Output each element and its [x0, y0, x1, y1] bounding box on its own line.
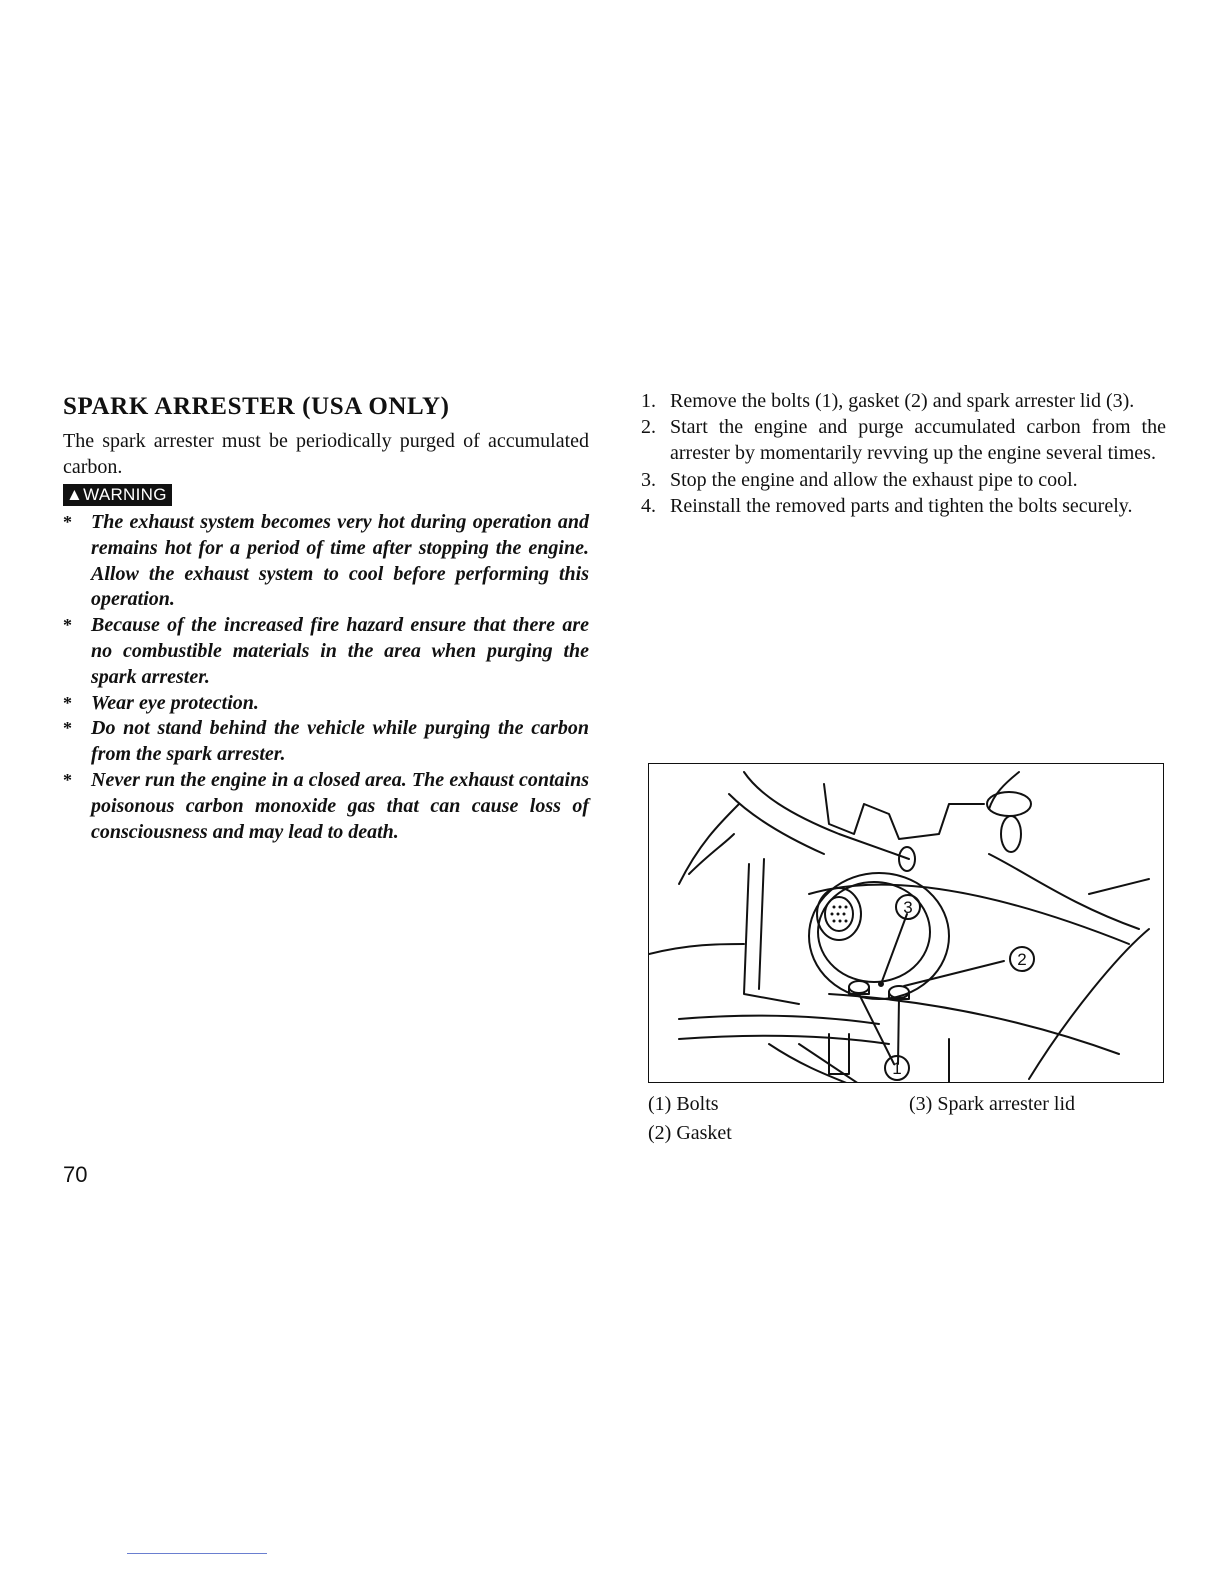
warning-text: Never run the engine in a closed area. The exhaust contains poisonous carbon monoxide gas that can cause loss of consciousness and may lead to death.	[91, 768, 589, 843]
frame-line	[1089, 879, 1149, 894]
bracket	[824, 784, 984, 839]
step-item	[638, 414, 1166, 466]
bullet-star: *	[63, 692, 72, 713]
leader-line-gasket	[904, 961, 1004, 986]
screen-dot	[833, 906, 836, 909]
bullet-star: *	[63, 512, 72, 532]
frame-line	[1029, 929, 1149, 1079]
bullet-star: *	[63, 615, 72, 636]
screen-dot	[837, 913, 840, 916]
step-text: Remove the bolts (1), gasket (2) and spark arrester lid (3).	[670, 390, 1135, 412]
leader-line-bolt	[859, 994, 894, 1064]
warning-text: Wear eye protection.	[91, 691, 259, 714]
step-number: 1.	[641, 390, 656, 412]
bolt	[849, 981, 869, 993]
step-item	[638, 493, 1166, 519]
step-text: Reinstall the removed parts and tighten the bolts securely.	[670, 494, 1133, 517]
right-column	[638, 388, 1166, 519]
frame-line	[679, 1016, 879, 1024]
screen-dot	[839, 920, 842, 923]
frame-line	[649, 944, 744, 954]
step-item	[638, 467, 1166, 493]
bullet-star: *	[63, 718, 72, 739]
step-number: 3.	[641, 468, 656, 491]
leader-line-lid	[881, 914, 907, 984]
bullet-star: *	[63, 769, 72, 790]
housing	[744, 864, 799, 1004]
warning-item	[63, 510, 589, 613]
callout-3: 3	[903, 898, 913, 917]
frame-line	[679, 804, 739, 884]
illustration-drawing	[649, 764, 1164, 1083]
screen-dot	[839, 906, 842, 909]
section-title: SPARK ARRESTER (USA ONLY)	[63, 393, 450, 420]
bracket-hole	[1001, 816, 1021, 852]
frame-line	[989, 772, 1019, 809]
procedure-steps	[638, 388, 1166, 519]
housing	[759, 859, 764, 989]
step-text: Stop the engine and allow the exhaust pipe to cool.	[670, 468, 1078, 491]
bracket-hole	[987, 792, 1031, 816]
step-item	[638, 388, 1166, 414]
screen-dot	[845, 920, 848, 923]
warning-badge: ▲WARNING	[63, 484, 172, 506]
frame-line	[989, 854, 1139, 929]
intro-paragraph: The spark arrester must be periodically purged of accumulated carbon.	[63, 430, 589, 478]
screen-dot	[831, 913, 834, 916]
screen-dot	[833, 920, 836, 923]
callout-1: 1	[892, 1059, 902, 1078]
caption-gasket: (2) Gasket	[648, 1122, 732, 1144]
warning-item	[63, 716, 589, 768]
frame-line	[679, 1036, 889, 1044]
screen-dot	[845, 906, 848, 909]
footer-rule	[127, 1553, 267, 1554]
warning-list	[63, 510, 589, 845]
step-number: 4.	[641, 494, 656, 517]
leader-line-bolt	[898, 998, 899, 1064]
spark-arrester-illustration	[648, 763, 1164, 1083]
warning-text: The exhaust system becomes very hot during operation and remains hot for a period of time after stopping the engine. Allow the exhaust system to cool before performing this operation.	[91, 511, 589, 611]
exhaust-pipe	[809, 885, 1129, 944]
screen-dots	[831, 906, 848, 923]
frame-line	[744, 772, 909, 859]
step-text: Start the engine and purge accumulated carbon from the arrester by momentarily revving up the engine several times.	[670, 416, 1166, 465]
caption-lid: (3) Spark arrester lid	[909, 1093, 1076, 1115]
page-number: 70	[63, 1162, 88, 1187]
screen-dot	[843, 913, 846, 916]
callout-labels	[892, 898, 1026, 1078]
left-column	[63, 392, 589, 845]
warning-text: Because of the increased fire hazard ensure that there are no combustible materials in the area when purging the spark arrester.	[91, 614, 589, 688]
callout-2: 2	[1017, 950, 1027, 969]
caption-bolts: (1) Bolts	[648, 1093, 719, 1115]
warning-item	[63, 613, 589, 690]
step-number: 2.	[641, 416, 656, 439]
warning-item	[63, 691, 589, 717]
warning-text: Do not stand behind the vehicle while purging the carbon from the spark arrester.	[91, 717, 589, 766]
warning-item	[63, 768, 589, 845]
